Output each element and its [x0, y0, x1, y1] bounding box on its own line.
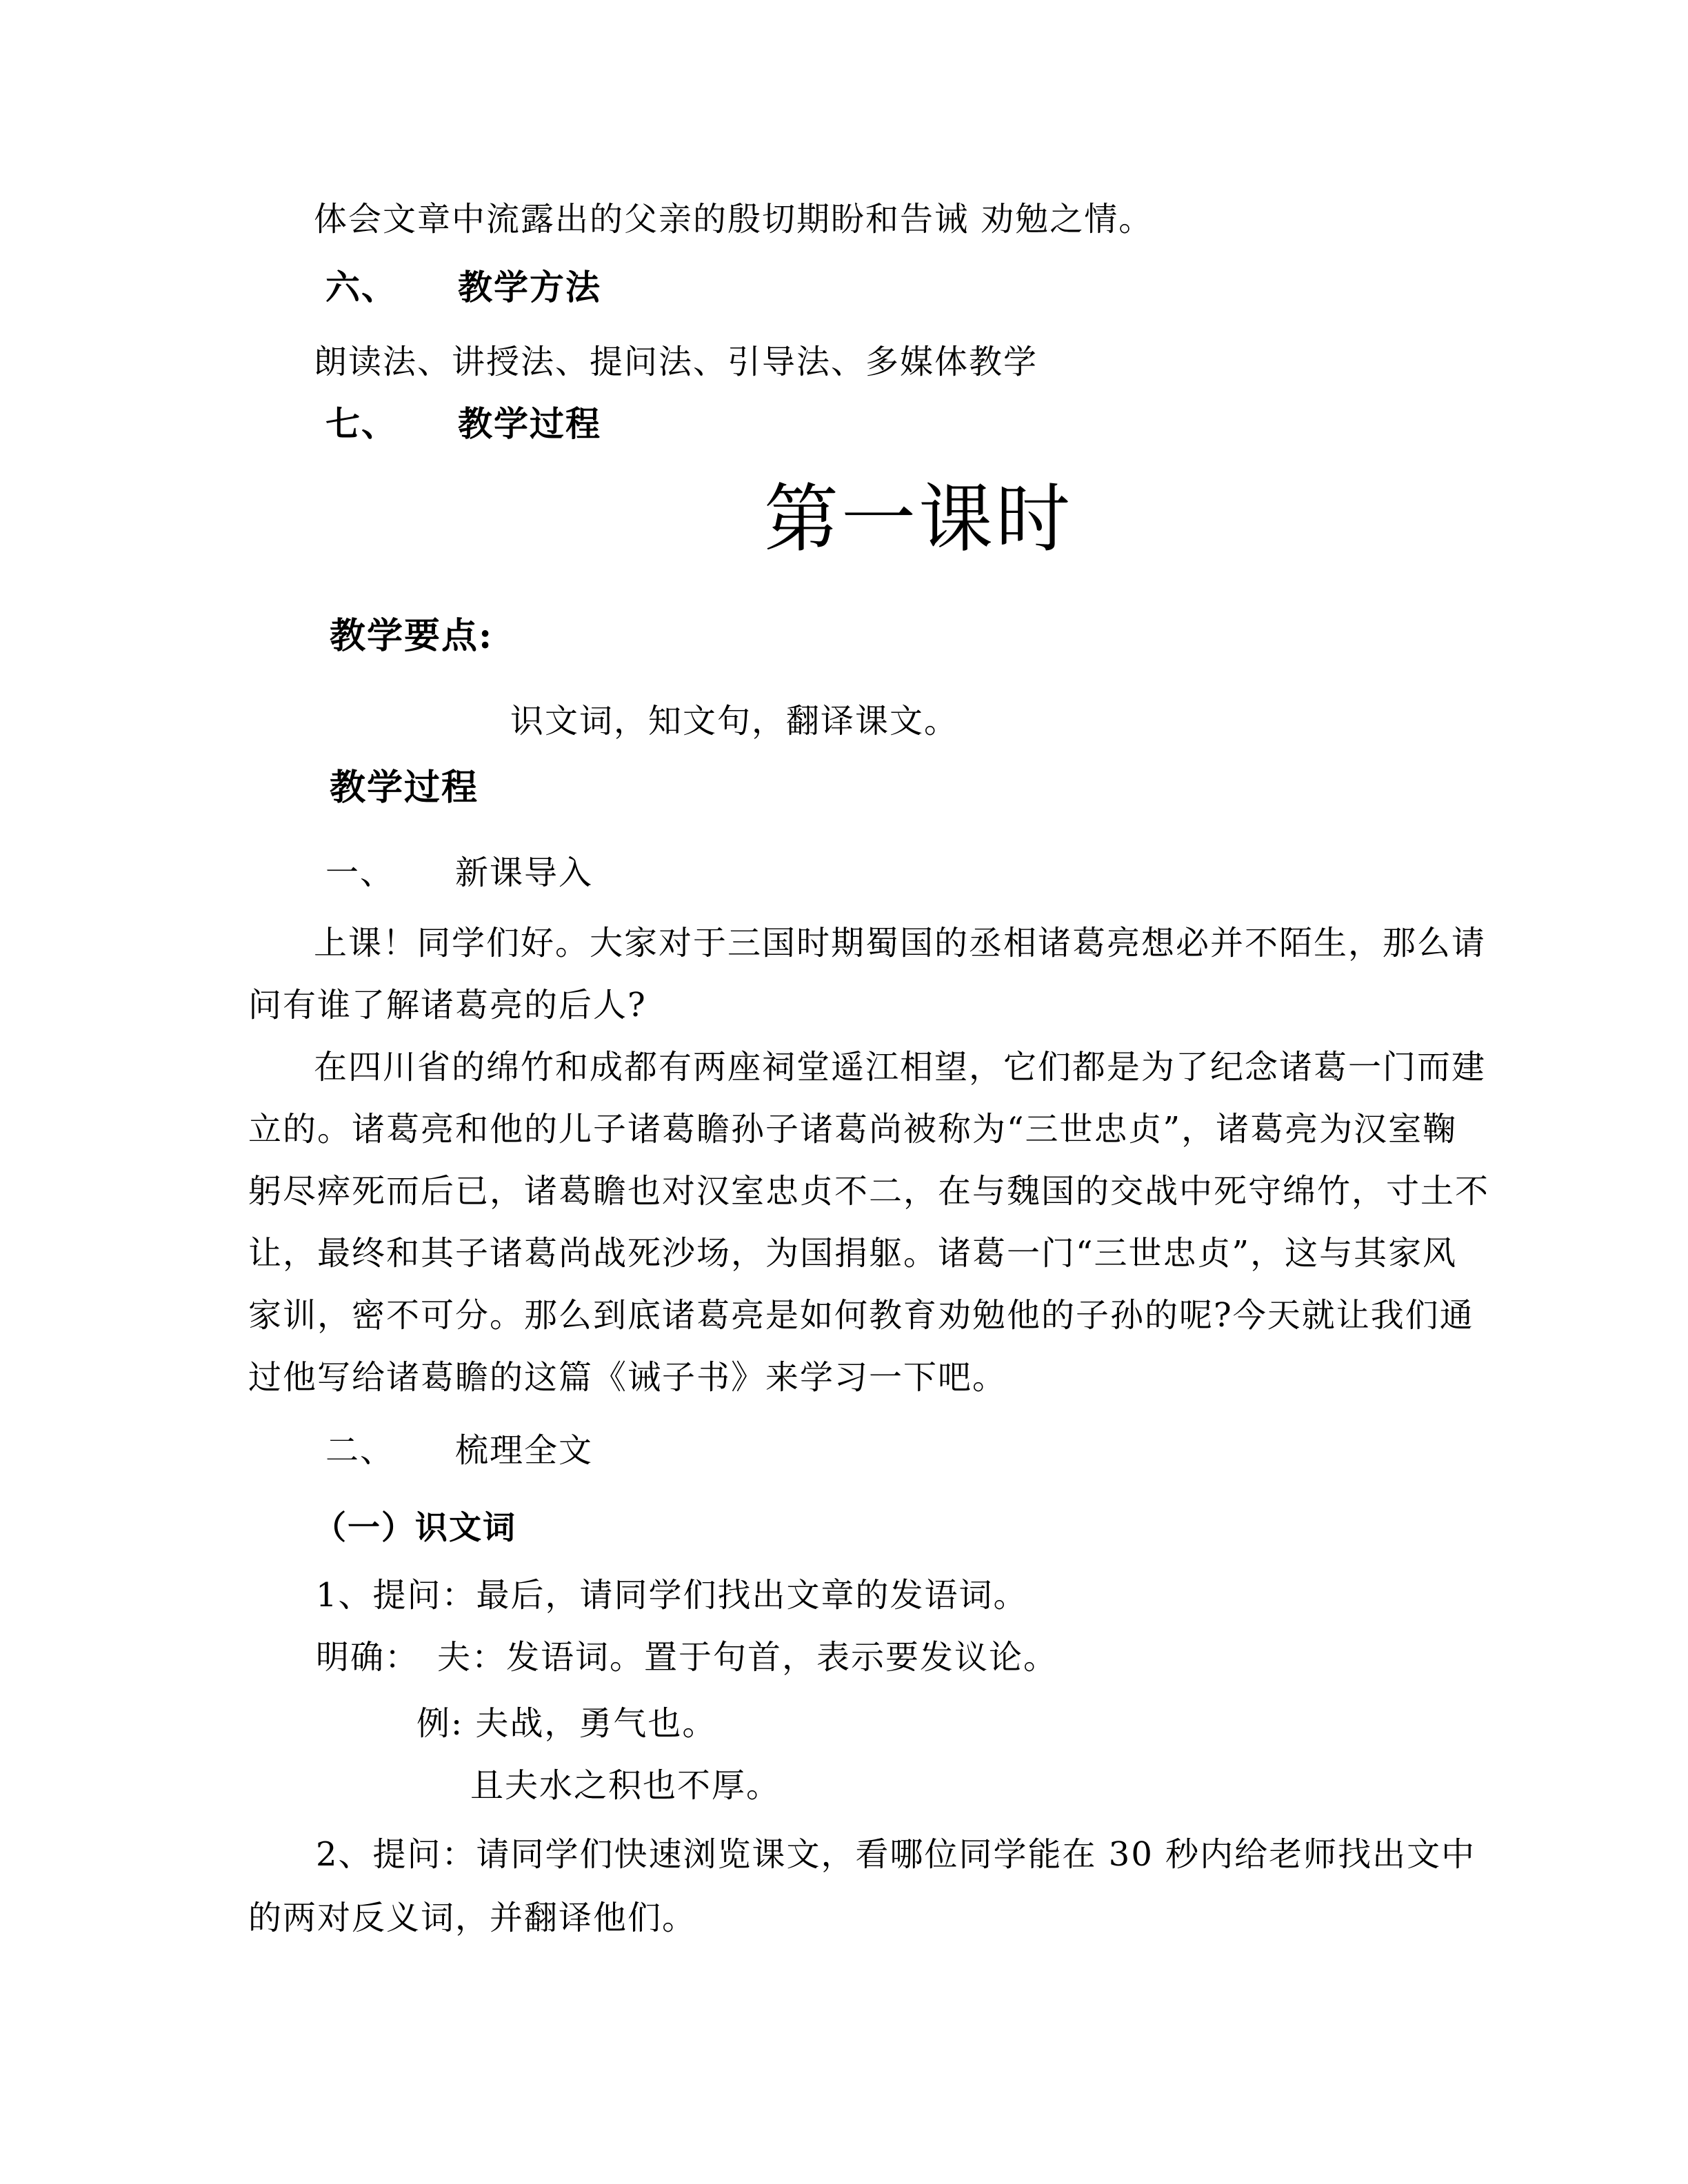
paragraph-line: 让，最终和其子诸葛尚战死沙场，为国捐躯。诸葛一门“三世忠贞”，这与其家风 [248, 1234, 1458, 1273]
clarify-line: 明确： 夫：发语词。置于句首，表示要发议论。 [316, 1638, 1058, 1677]
step-1-title: 新课导入 [455, 853, 594, 892]
step-1-number: 一、 [325, 853, 395, 892]
example-line: 且夫水之积也不厚。 [470, 1766, 781, 1805]
section-6-number: 六、 [325, 267, 397, 307]
paragraph-line: 立的。诸葛亮和他的儿子诸葛瞻孙子诸葛尚被称为“三世忠贞”，诸葛亮为汉室鞠 [248, 1110, 1458, 1149]
key-points-heading: 教学要点: [330, 615, 494, 657]
lesson-title: 第一课时 [764, 476, 1074, 563]
section-6-heading [325, 266, 601, 310]
paragraph-line: 躬尽瘁死而后已，诸葛瞻也对汉室忠贞不二，在与魏国的交战中死守绵竹，寸土不 [248, 1172, 1490, 1211]
example-line: 例: 夫战，勇气也。 [416, 1704, 717, 1743]
teaching-methods-line: 朗读法、讲授法、提问法、引导法、多媒体教学 [314, 343, 1038, 381]
sub-heading-1: （一）识文词 [314, 1509, 516, 1547]
section-7-number: 七、 [325, 403, 397, 444]
section-6-title: 教学方法 [458, 267, 601, 307]
objective-line: 体会文章中流露出的父亲的殷切期盼和告诫 劝勉之情。 [314, 200, 1154, 239]
key-points-body: 识文词，知文句，翻译课文。 [510, 702, 959, 740]
question-2-line: 2、提问：请同学们快速浏览课文，看哪位同学能在 30 秒内给老师找出文中 [316, 1835, 1476, 1874]
paragraph-line: 问有谁了解诸葛亮的后人? [248, 986, 647, 1024]
question-1-line: 1、提问：最后，请同学们找出文章的发语词。 [316, 1576, 1028, 1615]
step-1-heading [325, 852, 593, 893]
paragraph-line: 过他写给诸葛瞻的这篇《诫子书》来学习一下吧。 [248, 1358, 1007, 1397]
question-2-line: 的两对反义词，并翻译他们。 [248, 1899, 697, 1937]
step-2-heading [325, 1430, 593, 1471]
paragraph-line: 家训，密不可分。那么到底诸葛亮是如何教育劝勉他的子孙的呢?今天就让我们通 [248, 1296, 1474, 1335]
paragraph-line: 上课！同学们好。大家对于三国时期蜀国的丞相诸葛亮想必并不陌生，那么请 [314, 924, 1487, 962]
step-2-title: 梳理全文 [455, 1431, 594, 1470]
process-heading: 教学过程 [330, 767, 479, 809]
section-7-title: 教学过程 [458, 403, 601, 444]
paragraph-line: 在四川省的绵竹和成都有两座祠堂遥江相望，它们都是为了纪念诸葛一门而建 [314, 1048, 1487, 1086]
section-7-heading [325, 403, 601, 446]
step-2-number: 二、 [325, 1431, 395, 1470]
